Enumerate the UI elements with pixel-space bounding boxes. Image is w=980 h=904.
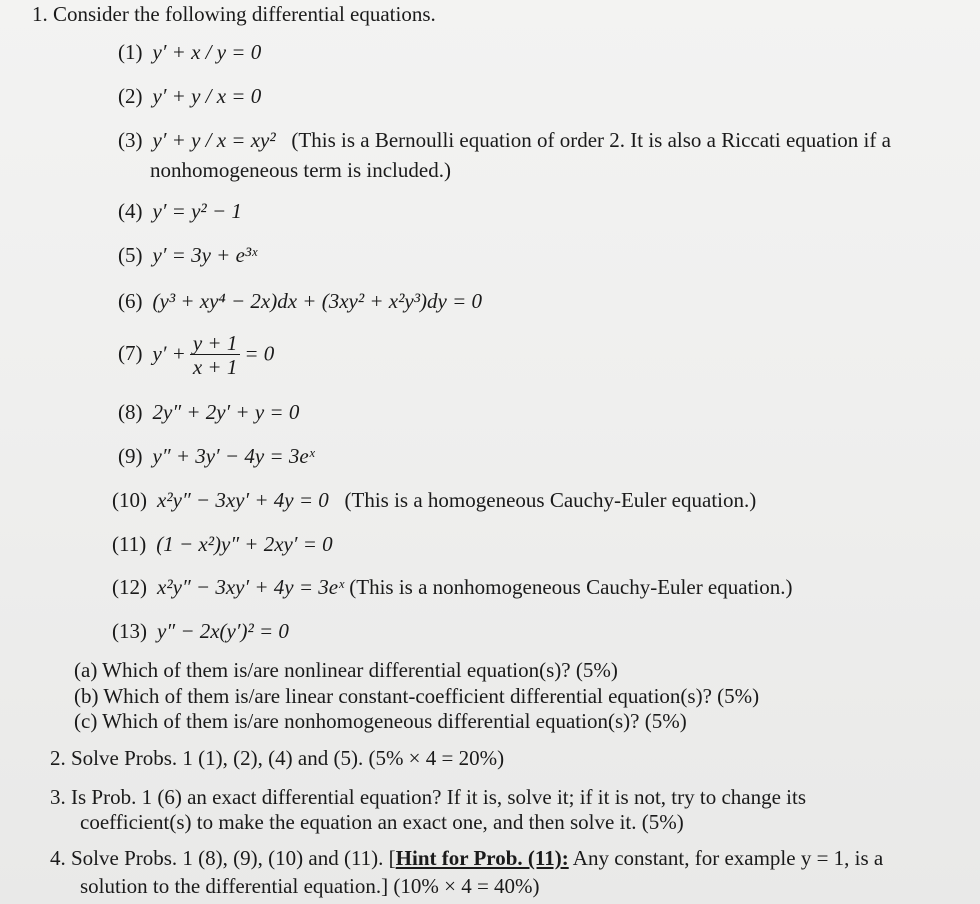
equation-expr: (1 − x²)y″ + 2xy′ = 0 — [156, 532, 333, 556]
fraction-denominator: x + 1 — [192, 355, 238, 379]
problem-4-pre: 4. Solve Probs. 1 (8), (9), (10) and (11). [ — [50, 846, 396, 870]
problem-2: 2. Solve Probs. 1 (1), (2), (4) and (5). (5% × 4 = 20%) — [50, 746, 505, 770]
equation-2 — [118, 84, 261, 108]
equation-expr: x²y″ − 3xy′ + 4y = 3eˣ — [157, 575, 345, 599]
equation-expr: (y³ + xy⁴ − 2x)dx + (3xy² + x²y³)dy = 0 — [152, 289, 483, 313]
equation-expr: y′ + x / y = 0 — [152, 40, 262, 64]
equation-number: (12) — [112, 575, 147, 599]
equation-number: (2) — [118, 84, 143, 108]
fraction — [190, 332, 241, 379]
equation-expr: y′ + y / x = xy² — [152, 128, 276, 152]
equation-expr: y′ + y / x = 0 — [152, 84, 262, 108]
subquestion-c: (c) Which of them is/are nonhomogeneous differential equation(s)? (5%) — [74, 709, 687, 733]
equation-7 — [118, 332, 274, 379]
equation-6 — [118, 289, 482, 313]
equation-number: (4) — [118, 199, 143, 223]
equation-pre: y′ + — [152, 341, 186, 366]
equation-13 — [112, 619, 289, 643]
equation-5 — [118, 243, 257, 267]
equation-number: (7) — [118, 341, 143, 366]
problem-3-line-1: 3. Is Prob. 1 (6) an exact differential equation? If it is, solve it; if it is not, try to change its — [50, 785, 807, 809]
problem-4-hint: Hint for Prob. (11): — [395, 846, 569, 870]
equation-number: (11) — [112, 532, 147, 556]
equation-note: (This is a nonhomogeneous Cauchy-Euler equation.) — [349, 575, 793, 599]
equation-3 — [118, 128, 891, 152]
equation-4 — [118, 199, 242, 223]
subquestion-b: (b) Which of them is/are linear constant-coefficient differential equation(s)? (5%) — [74, 684, 760, 708]
equation-10 — [112, 488, 756, 512]
problem-4-post: Any constant, for example y = 1, is a — [568, 846, 884, 870]
equation-number: (10) — [112, 488, 147, 512]
problem-3-line-2: coefficient(s) to make the equation an exact one, and then solve it. (5%) — [80, 810, 684, 834]
equation-expr: y′ = y² − 1 — [152, 199, 242, 223]
equation-note: (This is a homogeneous Cauchy-Euler equation.) — [344, 488, 757, 512]
equation-1 — [118, 40, 261, 64]
equation-expr: x²y″ − 3xy′ + 4y = 0 — [157, 488, 329, 512]
equation-9 — [118, 444, 315, 468]
fraction-numerator: y + 1 — [190, 332, 241, 355]
equation-number: (8) — [118, 400, 143, 424]
problem-4-line-2: solution to the differential equation.] (10% × 4 = 40%) — [80, 874, 540, 898]
subquestion-a: (a) Which of them is/are nonlinear differential equation(s)? (5%) — [74, 658, 618, 682]
equation-number: (9) — [118, 444, 143, 468]
equation-number: (13) — [112, 619, 147, 643]
equation-number: (1) — [118, 40, 143, 64]
equation-post: = 0 — [244, 341, 275, 366]
equation-number: (3) — [118, 128, 143, 152]
equation-3-note-continued: nonhomogeneous term is included.) — [150, 158, 451, 182]
problem-4-line-1 — [50, 846, 883, 870]
equation-note: (This is a Bernoulli equation of order 2. It is also a Riccati equation if a — [291, 128, 891, 152]
equation-expr: 2y″ + 2y′ + y = 0 — [152, 400, 300, 424]
equation-expr: y″ − 2x(y′)² = 0 — [157, 619, 289, 643]
equation-number: (5) — [118, 243, 143, 267]
problem-1-intro: 1. Consider the following differential equations. — [32, 2, 436, 26]
equation-expr: y′ = 3y + e³ˣ — [152, 243, 258, 267]
equation-number: (6) — [118, 289, 143, 313]
equation-12 — [112, 575, 793, 599]
equation-8 — [118, 400, 299, 424]
equation-11 — [112, 532, 333, 556]
equation-expr: y″ + 3y′ − 4y = 3eˣ — [152, 444, 315, 468]
